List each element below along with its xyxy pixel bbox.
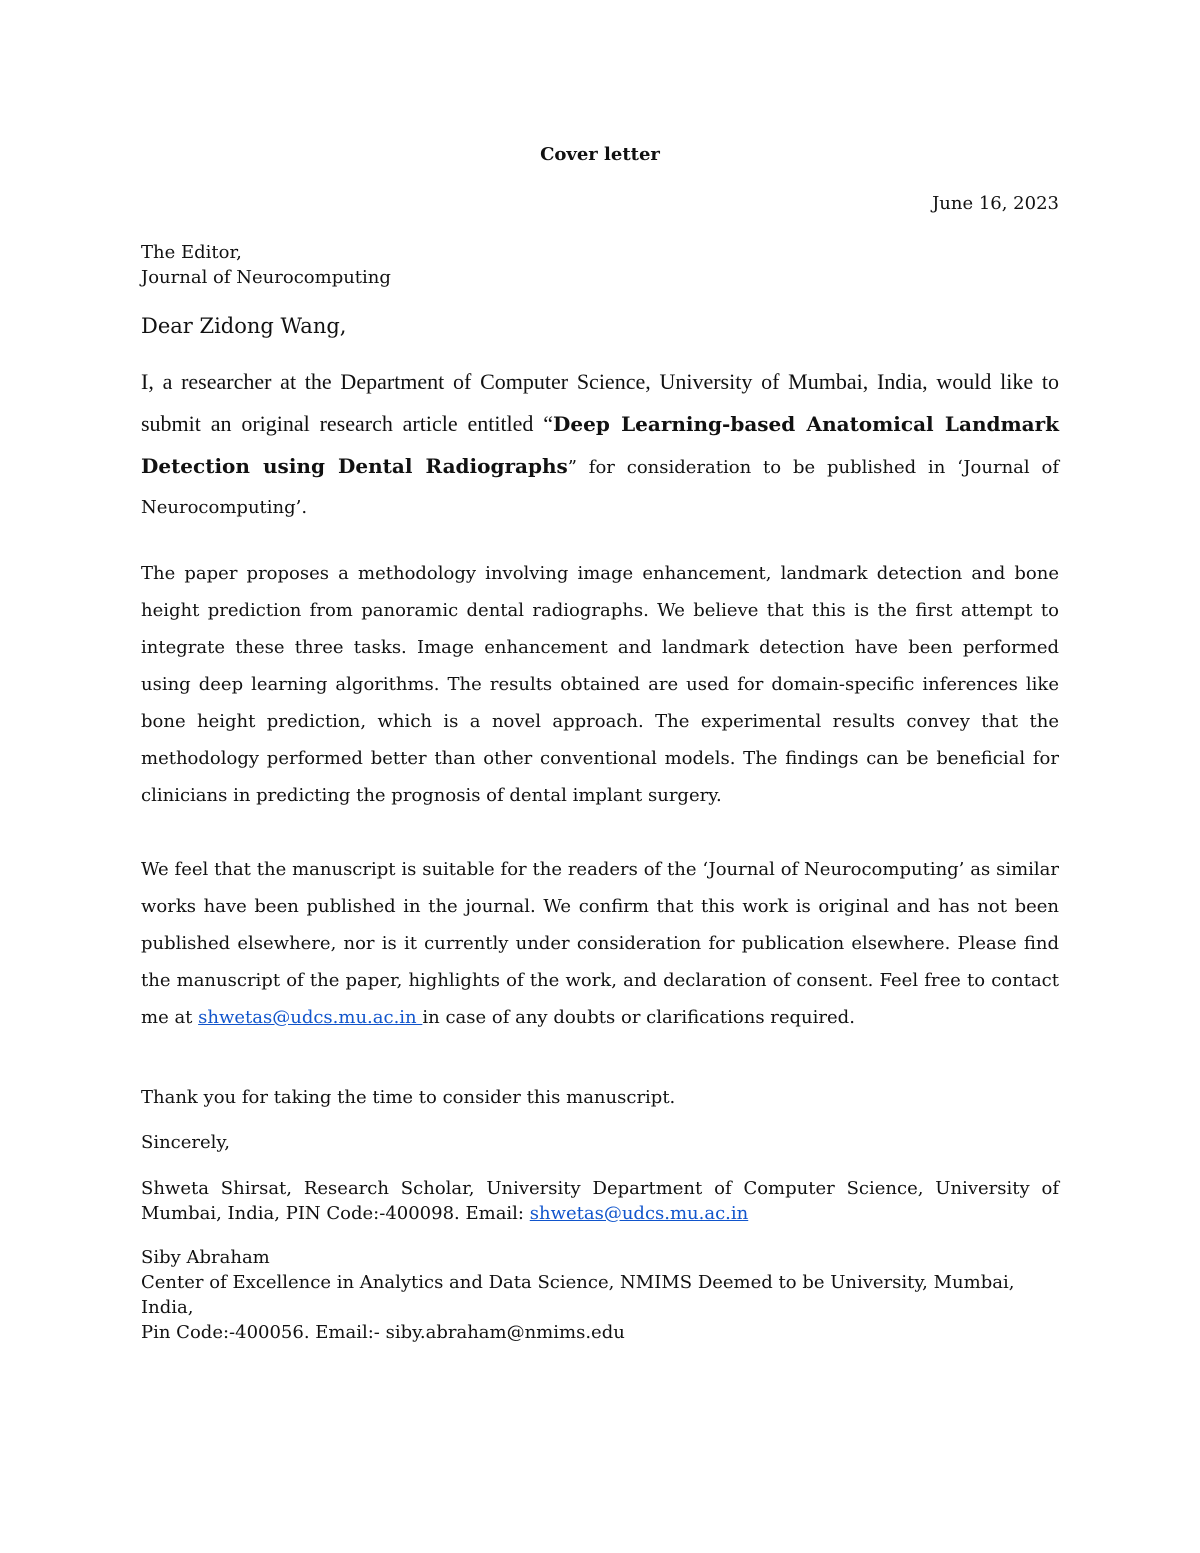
author-2-name: Siby Abraham (141, 1247, 270, 1268)
suitability-text-end: in case of any doubts or clarifications required. (422, 1007, 855, 1028)
thanks-line: Thank you for taking the time to consider this manuscript. (141, 1087, 676, 1108)
methodology-paragraph: The paper proposes a methodology involving image enhancement, landmark detection and bone height prediction from panoramic dental radiographs. We believe that this is the first attempt to integrate these three tasks. Image enhancement and landmark detection have been performed using deep learning algorithms. The results obtained are used for domain-specific inferences like bone height prediction, which is a novel approach. The experimental results convey that the methodology performed better than other conventional models. The findings can be beneficial for clinicians in predicting the prognosis of dental implant surgery. (141, 563, 1059, 806)
suitability-text: We feel that the manuscript is suitable for the readers of the ‘Journal of Neurocomputing’ as similar works have been published in the journal. We confirm that this work is original and has not been published elsewhere, nor is it currently under consideration for publication elsewhere. Please find the manuscript of the paper, highlights of the work, and declaration of consent. Feel free to contact me at (141, 859, 1059, 1028)
author-2-block (141, 1245, 1059, 1345)
author-2-contact: Pin Code:-400056. Email:- siby.abraham@nmims.edu (141, 1322, 625, 1343)
contact-email-link[interactable]: shwetas@udcs.mu.ac.in (198, 1007, 423, 1028)
recipient-journal: Journal of Neurocomputing (141, 267, 391, 288)
letter-title: Cover letter (540, 144, 660, 165)
author-1-email-link[interactable]: shwetas@udcs.mu.ac.in (529, 1203, 749, 1224)
suitability-paragraph (141, 851, 1059, 1036)
intro-text-end: ” for consideration to be published in ‘Journal of Neurocomputing’. (141, 457, 1059, 518)
intro-text-start: I, a researcher at the Department of Computer Science, University of Mumbai, India, would like to submit an original research article entitled “ (141, 369, 1059, 436)
recipient-block (141, 240, 391, 290)
recipient-editor: The Editor, (141, 242, 242, 263)
author-1-block (141, 1176, 1059, 1226)
intro-paragraph (141, 362, 1059, 528)
author-2-affiliation: Center of Excellence in Analytics and Data Science, NMIMS Deemed to be University, Mumbai, India, (141, 1272, 1015, 1318)
salutation: Dear Zidong Wang, (141, 314, 347, 338)
article-title: Deep Learning-based Anatomical Landmark Detection using Dental Radiographs (141, 412, 1059, 478)
letter-date: June 16, 2023 (932, 193, 1059, 214)
author-1-details: Shweta Shirsat, Research Scholar, University Department of Computer Science, University of Mumbai, India, PIN Code:-400098. Email: (141, 1178, 1059, 1224)
closing-line: Sincerely, (141, 1132, 230, 1153)
